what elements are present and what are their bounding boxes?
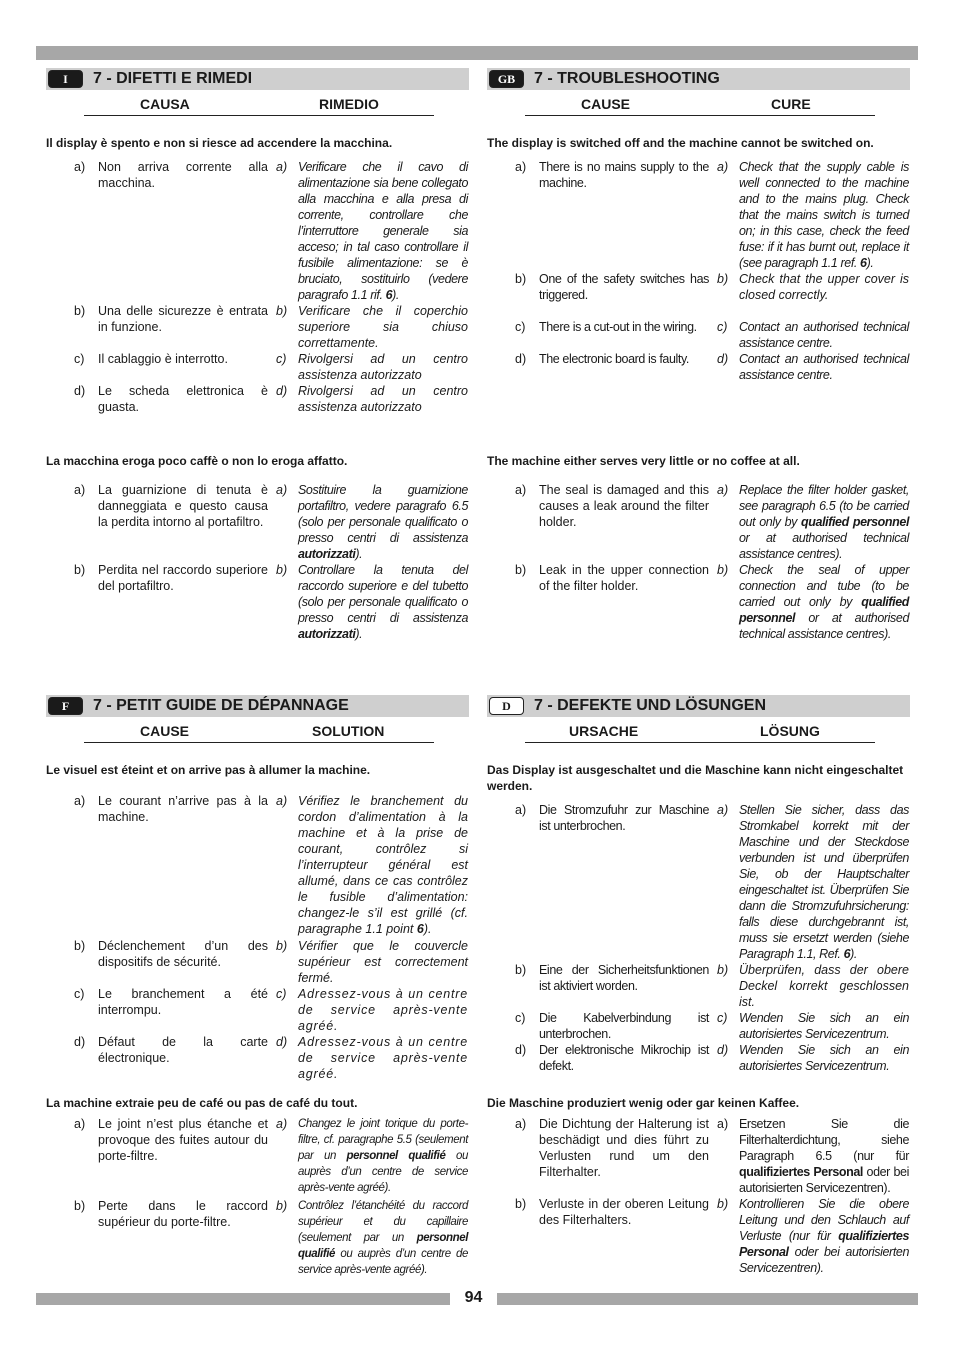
cause-text: Il cablaggio è interrotto.	[98, 352, 228, 366]
column-remedy: RIMEDIO	[319, 96, 379, 112]
cause-text: There is no mains supply to the machine.	[539, 160, 709, 190]
problem-heading: The display is switched off and the machine cannot be switched on.	[487, 136, 874, 150]
column-cause: URSACHE	[569, 723, 639, 739]
problem-heading: Die Maschine produziert wenig oder gar keinen Kaffee.	[487, 1096, 800, 1110]
remedy-text: Verificare che il cavo di alimentazione sia bene collegato alla macchina e alla presa di corrente, controllare che l’interruttore generale sia acceso; in tal caso controllare il fusibile alimentazione: se è bruciato, sostituirlo (vedere paragrafo 1.1 rif. 6).	[298, 160, 468, 302]
problem-heading: Il display è spento e non si riesce ad accendere la macchina.	[46, 136, 393, 150]
remedy-text: Check that the upper cover is closed correctly.	[739, 272, 909, 302]
problem-heading: La machine extraie peu de café ou pas de café du tout.	[46, 1096, 358, 1110]
cause-text: Le courant n’arrive pas à la machine.	[98, 794, 268, 824]
cause-text: Perte dans le raccord supérieur du porte-filtre.	[98, 1199, 268, 1229]
problem-heading: The machine either serves very little or no coffee at all.	[487, 454, 800, 468]
cause-text: Déclenchement d’un des dispositifs de sécurité.	[98, 939, 268, 969]
remedy-text: Check that the supply cable is well connected to the machine and to the mains plug. Check that the mains switch is turned on; in this case, check the feed fuse: if it has burnt out, replace it (see paragraph 1.1 ref. 6).	[739, 160, 909, 270]
cause-text: One of the safety switches has triggered.	[539, 272, 709, 302]
cause-text: Défaut de la carte électronique.	[98, 1035, 268, 1065]
column-headers	[84, 95, 434, 116]
remedy-text: Replace the filter holder gasket, see paragraph 6.5 (to be carried out only by qualified personnel or at authorised technical assistance centres).	[739, 483, 910, 561]
column-headers	[525, 95, 875, 116]
remedy-text: Verificare che il coperchio superiore sia chiuso correttamente.	[298, 304, 468, 350]
cause-text: The seal is damaged and this causes a leak around the filter holder.	[539, 483, 709, 529]
section-title: 7 - TROUBLESHOOTING	[534, 70, 720, 87]
section-english: GB 7 - TROUBLESHOOTING CAUSE CURE The display is switched off and the machine cannot be switched on. a) There is no mains supply to the machine. a) Check that the supply cable is well connected to the machine and to the mains plug. Check that the mains switch is turned on; in this case, check the feed fuse: if it has burnt out, replace it (see paragraph 1.1 ref. 6). b) One of the safety switches has triggered. b) Check that the upper cover is closed correctly. c) There is a cut-out in the wiring. c) Contact an authorised technical assistance centre. d) The electronic board is faulty. d) Contact an authorised technical assistance centre. The machine either serves very little or no coffee at all. a) The seal is damaged and this causes a leak around the filter holder. a) Replace the filter holder gasket, see paragraph 6.5 (to be carried out only by qualified personnel or at authorised technical assistance centres). b) Leak in the upper connection of the filter holder. b) Check the seal of upper connection and tube (to be carried out only by qualified personnel or at authorised technical assistance centres).	[487, 70, 910, 641]
section-title: 7 - PETIT GUIDE DE DÉPANNAGE	[93, 697, 349, 714]
cause-text: Le scheda elettronica è guasta.	[98, 384, 268, 414]
remedy-text: Überprüfen, dass der obere Deckel korrekt geschlossen ist.	[739, 963, 909, 1009]
remedy-text: Wenden Sie sich an ein autorisiertes Servicezentrum.	[739, 1043, 909, 1073]
cause-text: Die Kabelverbindung ist unterbrochen.	[539, 1011, 709, 1041]
remedy-text: Controllare la tenuta del raccordo superiore e del tubetto (solo per personale qualificato o presso centri di assistenza autorizzati).	[298, 563, 468, 641]
column-cause: CAUSE	[581, 96, 631, 112]
language-flag: F	[48, 697, 83, 715]
bottom-decor-bar-left	[36, 1293, 450, 1305]
cause-text: Una delle sicurezze è entrata in funzione.	[98, 304, 268, 334]
section-header	[46, 68, 469, 90]
cause-text: Die Stromzufuhr zur Maschine ist unterbrochen.	[539, 803, 709, 833]
problem-heading: La macchina eroga poco caffè o non lo eroga affatto.	[46, 454, 348, 468]
remedy-text: Contrôlez l’étanchéité du raccord supérieur et du capillaire (seulement par un personnel qualifié ou auprès d’un centre de service après-vente agréé).	[298, 1200, 468, 1276]
column-remedy: SOLUTION	[312, 723, 385, 739]
remedy-text: Check the seal of upper connection and tube (to be carried out only by qualified personnel or at authorised technical assistance centres).	[739, 563, 909, 641]
section-header	[46, 695, 469, 717]
section-german: D 7 - DEFEKTE UND LÖSUNGEN URSACHE LÖSUNG Das Display ist ausgeschaltet und die Maschine kann nicht eingeschaltet werden. a) Die Stromzufuhr zur Maschine ist unterbrochen. a) Stellen Sie sicher, dass das Stromkabel korrekt mit der Maschine und der Steckdose verbunden ist und überprüfen Sie, ob der Hauptschalter eingeschaltet ist. Überprüfen Sie dann die Stromzufuhrsicherung: falls diese durchgebrannt ist, muss sie ersetzt werden (siehe Paragraph 1.1, Ref. 6). b) Eine der Sicherheitsfunktionen ist aktiviert worden. b) Überprüfen, dass der obere Deckel korrekt geschlossen ist. c) Die Kabelverbindung ist unterbrochen. c) Wenden Sie sich an ein autorisiertes Servicezentrum. d) Der elektronische Mikrochip ist defekt. d) Wenden Sie sich an ein autorisiertes Servicezentrum. Die Maschine produziert wenig oder gar keinen Kaffee. a) Die Dichtung der Halterung ist beschädigt und dies führt zu Verlusten rund um den Filterhalter. a) Ersetzen Sie die Filterhalterdichtung, siehe Paragraph 6.5 (nur für qualifiziertes Personal oder bei autorisierten Servicezentren). b) Verluste in der oberen Leitung des Filterhalters. b) Kontrollieren Sie die obere Leitung und den Schlauch auf Verluste (nur für qualifiziertes Personal oder bei autorisierten Servicezentren).	[487, 697, 909, 1275]
column-remedy: CURE	[771, 96, 811, 112]
remedy-text: Vérifier que le couvercle supérieur est correctement fermé.	[298, 939, 468, 985]
section-header	[487, 695, 910, 717]
language-flag: GB	[489, 70, 524, 88]
cause-text: Die Dichtung der Halterung ist beschädigt und dies führt zu Verlusten rund um den Filterhalter.	[539, 1117, 709, 1179]
cause-text: Perdita nel raccordo superiore del portafiltro.	[98, 563, 268, 593]
column-cause: CAUSA	[140, 96, 190, 112]
remedy-text: Ersetzen Sie die Filterhalterdichtung, siehe Paragraph 6.5 (nur für qualifiziertes Personal oder bei autorisierten Servicezentren).	[739, 1117, 909, 1195]
remedy-text: Sostituire la guarnizione portafiltro, vedere paragrafo 6.5 (solo per personale qualificato o presso centri di assistenza autorizzati).	[298, 483, 468, 561]
page-number: 94	[464, 1289, 483, 1306]
cause-text: There is a cut-out in the wiring.	[539, 320, 697, 334]
cause-text: Leak in the upper connection of the filter holder.	[539, 563, 709, 593]
top-decor-bar	[36, 46, 918, 60]
cause-text: Le branchement a été interrompu.	[98, 987, 268, 1017]
remedy-text: Kontrollieren Sie die obere Leitung und den Schlauch auf Verluste (nur für qualifiziertes Personal oder bei autorisierten Servicezentren).	[739, 1197, 909, 1275]
problem-heading: Le visuel est éteint et on arrive pas à allumer la machine.	[46, 763, 371, 777]
remedy-text: Adressez-vous à un centre de service après-vente agréé.	[298, 987, 468, 1033]
remedy-text: Adressez-vous à un centre de service après-vente agréé.	[298, 1035, 468, 1081]
remedy-text: Stellen Sie sicher, dass das Stromkabel korrekt mit der Maschine und der Steckdose verbunden ist und überprüfen Sie, ob der Hauptschalter eingeschaltet ist. Überprüfen Sie dann die Stromzufuhrsicherung: falls diese durchgebrannt ist, muss sie ersetzt werden (siehe Paragraph 1.1, Ref. 6).	[739, 803, 909, 961]
section-header	[487, 68, 910, 90]
remedy-text: Rivolgersi ad un centro assistenza autorizzato	[298, 384, 468, 414]
remedy-text: Contact an authorised technical assistance centre.	[739, 352, 909, 382]
remedy-text: Rivolgersi ad un centro assistenza autorizzato	[298, 352, 468, 382]
section-title: 7 - DIFETTI E RIMEDI	[93, 70, 253, 87]
cause-text: Der elektronische Mikrochip ist defekt.	[539, 1043, 709, 1073]
remedy-text: Vérifiez le branchement du cordon d’alimentation à la machine et à la prise de courant, contrôlez si l’interrupteur général est allumé, dans ce cas contrôlez le fusible d’alimentation: changez-le s’il est grillé (cf. paragraphe 1.1 point 6).	[298, 794, 468, 936]
column-cause: CAUSE	[140, 723, 190, 739]
column-remedy: LÖSUNG	[760, 723, 820, 739]
cause-text: La guarnizione di tenuta è danneggiata e questo causa la perdita intorno al portafiltro.	[98, 483, 268, 529]
language-flag: I	[48, 70, 83, 88]
bottom-decor-bar-right	[497, 1293, 918, 1305]
cause-text: Non arriva corrente alla macchina.	[98, 160, 268, 190]
remedy-text: Contact an authorised technical assistance centre.	[739, 320, 909, 350]
section-title: 7 - DEFEKTE UND LÖSUNGEN	[534, 697, 767, 714]
cause-text: Verluste in der oberen Leitung des Filterhalters.	[539, 1197, 709, 1227]
section-italian: I 7 - DIFETTI E RIMEDI CAUSA RIMEDIO Il display è spento e non si riesce ad accendere la macchina. a) Non arriva corrente alla macchina. a) Verificare che il cavo di alimentazione sia bene collegato alla macchina e alla presa di corrente, controllare che l’interruttore generale sia acceso; in tal caso controllare il fusibile alimentazione: se è bruciato, sostituirlo (vedere paragrafo 1.1 rif. 6). b) Una delle sicurezze è entrata in funzione. b) Verificare che il coperchio superiore sia chiuso correttamente. c) Il cablaggio è interrotto. c) Rivolgersi ad un centro assistenza autorizzato d) Le scheda elettronica è guasta. d) Rivolgersi ad un centro assistenza autorizzato La macchina eroga poco caffè o non lo eroga affatto. a) La guarnizione di tenuta è danneggiata e questo causa la perdita intorno al portafiltro. a) Sostituire la guarnizione portafiltro, vedere paragrafo 6.5 (solo per personale qualificato o presso centri di assistenza autorizzati). b) Perdita nel raccordo superiore del portafiltro. b) Controllare la tenuta del raccordo superiore e del tubetto (solo per personale qualificato o presso centri di assistenza autorizzati).	[46, 70, 468, 641]
cause-text: The electronic board is faulty.	[539, 352, 689, 366]
cause-text: Le joint n’est plus étanche et provoque des fuites autour du porte-filtre.	[98, 1117, 268, 1163]
column-headers	[525, 722, 875, 743]
cause-text: Eine der Sicherheitsfunktionen ist aktiviert worden.	[539, 963, 709, 993]
problem-heading: Das Display ist ausgeschaltet und die Maschine kann nicht eingeschaltet werden.	[487, 763, 904, 793]
remedy-text: Changez le joint torique du porte-filtre, cf. paragraphe 5.5 (seulement par un personnel qualifié ou auprès d’un centre de service après-vente agréé).	[298, 1118, 468, 1194]
language-flag: D	[489, 697, 524, 715]
remedy-text: Wenden Sie sich an ein autorisiertes Servicezentrum.	[739, 1011, 909, 1041]
column-headers	[84, 722, 434, 743]
section-french: F 7 - PETIT GUIDE DE DÉPANNAGE CAUSE SOLUTION Le visuel est éteint et on arrive pas à allumer la machine. a) Le courant n’arrive pas à la machine. a) Vérifiez le branchement du cordon d’alimentation à la machine et à la prise de courant, contrôlez si l’interrupteur général est allumé, dans ce cas contrôlez le fusible d’alimentation: changez-le s’il est grillé (cf. paragraphe 1.1 point 6). b) Déclenchement d’un des dispositifs de sécurité. b) Vérifier que le couvercle supérieur est correctement fermé. c) Le branchement a été interrompu. c) Adressez-vous à un centre de service après-vente agréé. d) Défaut de la carte électronique. d) Adressez-vous à un centre de service après-vente agréé. La machine extraie peu de café ou pas de café du tout. a) Le joint n’est plus étanche et provoque des fuites autour du porte-filtre. a) Changez le joint torique du porte-filtre, cf. paragraphe 5.5 (seulement par un personnel qualifié ou auprès d’un centre de service après-vente agréé). b) Perte dans le raccord supérieur du porte-filtre. b) Contrôlez l’étanchéité du raccord supérieur et du capillaire (seulement par un personnel qualifié ou auprès d’un centre de service après-vente agréé).	[46, 697, 468, 1276]
